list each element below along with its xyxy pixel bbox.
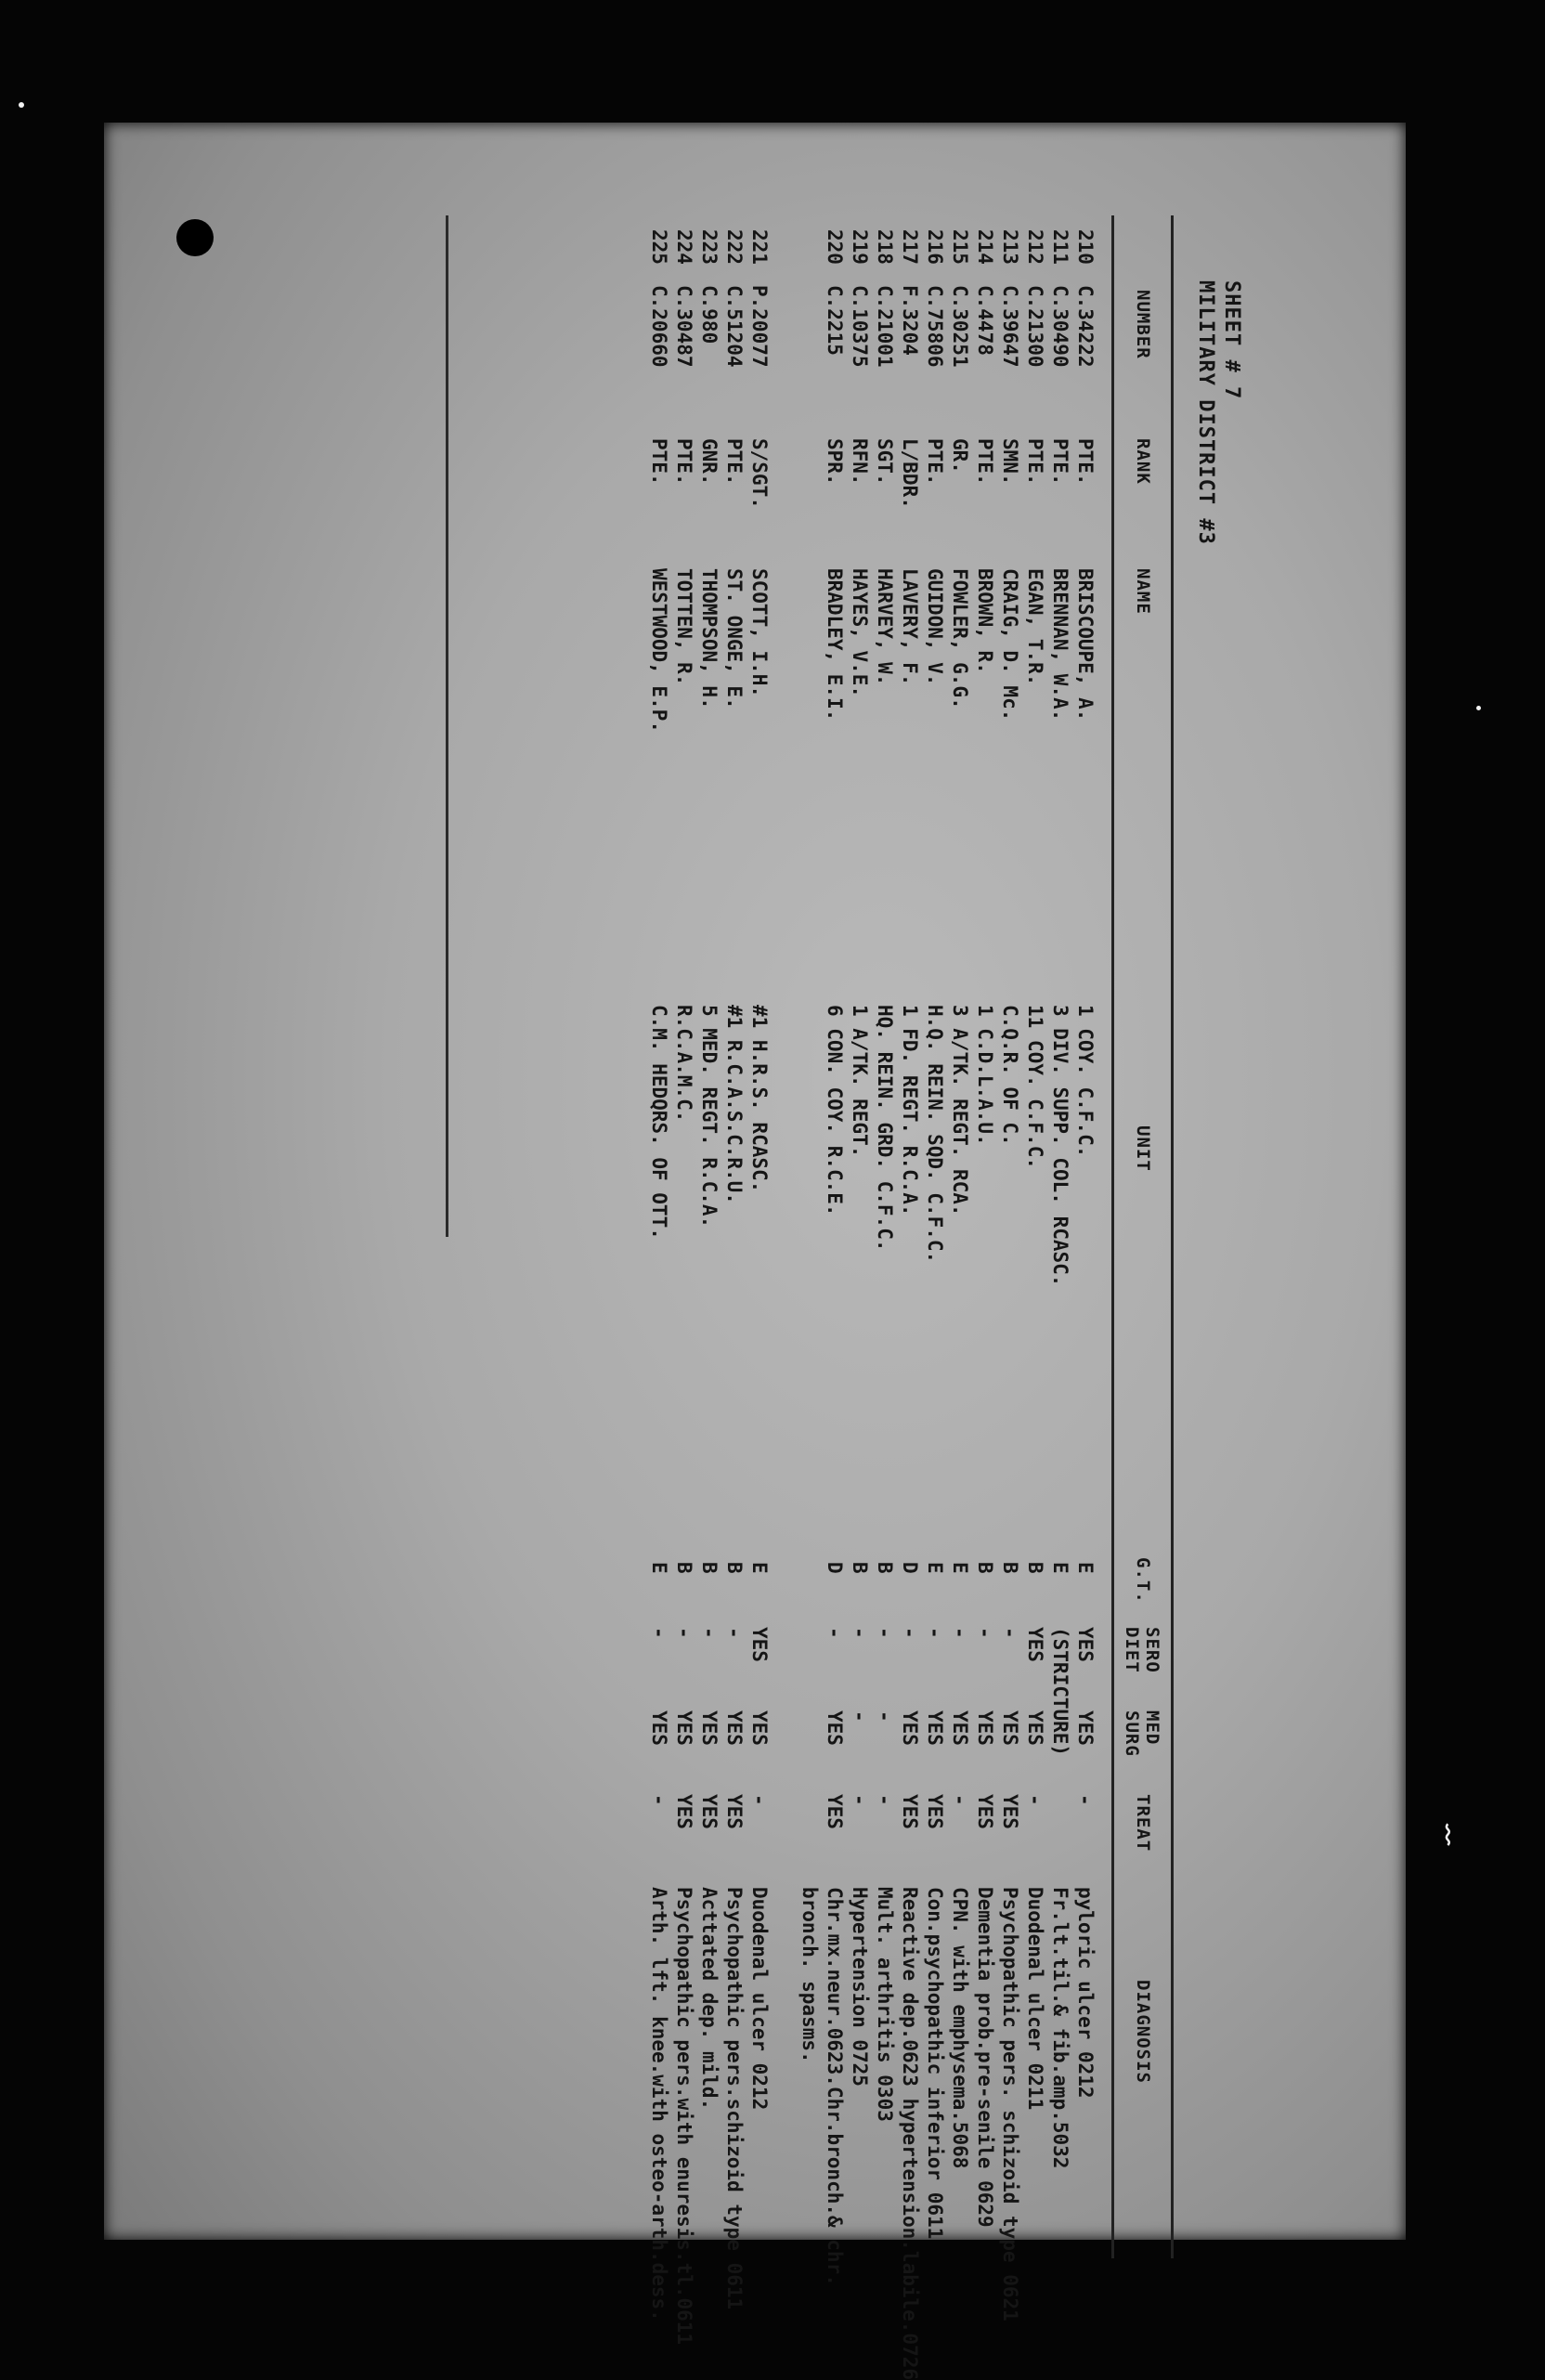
cell-med: YES	[1074, 1710, 1097, 1746]
cell-sero: -	[673, 1627, 695, 1639]
col-header-med-line1: MED	[1142, 1710, 1162, 1746]
cell-rx: -	[874, 1794, 896, 1806]
cell-sero: -	[723, 1627, 746, 1639]
cell-number: F.3204	[899, 285, 921, 356]
table-row	[997, 215, 1022, 2321]
cell-unit: #1 R.C.A.S.C.R.U.	[723, 1005, 746, 1204]
cell-rank: PTE.	[723, 438, 746, 486]
table-row	[747, 215, 772, 2258]
cell-med: -	[874, 1710, 896, 1723]
cell-num: 223	[698, 229, 721, 265]
col-header-sero-line1: SERO	[1142, 1627, 1162, 1673]
cell-unit: C.M. HEDQRS. OF OTT.	[648, 1005, 670, 1240]
cell-num: 220	[824, 229, 846, 265]
cell-diagnosis: Chr.mx.neur.0623.Chr.bronch.& chr.	[824, 1887, 846, 2286]
strike-through-line	[446, 215, 448, 1237]
cell-unit: 1 FD. REGT. R.C.A.	[899, 1005, 921, 1216]
cell-diagnosis: Duodenal ulcer 0212	[748, 1887, 771, 2111]
cell-med: YES	[648, 1710, 670, 1746]
col-header-number: NUMBER	[1133, 290, 1153, 359]
cell-gt: E	[648, 1562, 670, 1574]
cell-sero: -	[849, 1627, 871, 1639]
cell-sero: YES	[1074, 1627, 1097, 1662]
cell-name: BRENNAN, W.A.	[1049, 568, 1071, 722]
cell-diagnosis: Mult. arthritis 0303	[874, 1887, 896, 2122]
cell-number: C.4478	[974, 285, 996, 356]
cell-unit: C.Q.R. OF C.	[999, 1005, 1021, 1146]
cell-rank: PTE.	[974, 438, 996, 486]
cell-num: 218	[874, 229, 896, 265]
header-rule-top	[1171, 215, 1174, 2258]
cell-gt: B	[698, 1562, 721, 1574]
header-rule-bottom	[1111, 215, 1114, 2258]
col-header-sero-line2: DIET	[1122, 1627, 1142, 1673]
cell-rank: PTE.	[648, 438, 670, 486]
cell-rank: SGT.	[874, 438, 896, 486]
table-row	[872, 215, 897, 2258]
cell-sero: -	[924, 1627, 946, 1639]
cell-gt: D	[824, 1562, 846, 1574]
cell-rank: PTE.	[924, 438, 946, 486]
cell-gt: B	[874, 1562, 896, 1574]
cell-diagnosis: bronch. spasms.	[798, 1887, 821, 2063]
cell-num: 214	[974, 229, 996, 265]
col-header-sero	[1122, 1627, 1162, 1673]
cell-number: C.2215	[824, 285, 846, 356]
cell-num: 225	[648, 229, 670, 265]
cell-rx: YES	[673, 1794, 695, 1829]
cell-gt: B	[974, 1562, 996, 1574]
cell-rank: GNR.	[698, 438, 721, 486]
cell-med: -	[849, 1710, 871, 1723]
cell-rank: L/BDR.	[899, 438, 921, 509]
cell-rx: -	[748, 1794, 771, 1806]
cell-unit: 3 A/TK. REGT. RCA.	[949, 1005, 971, 1216]
cell-num: 224	[673, 229, 695, 265]
cell-number: C.10375	[849, 285, 871, 368]
cell-name: HAYES, V.E.	[849, 568, 871, 698]
cell-diagnosis: Psychopathic pers.schizoid type 0611	[723, 1887, 746, 2310]
cell-med: YES	[723, 1710, 746, 1746]
cell-name: LAVERY, F.	[899, 568, 921, 686]
sheet-number: SHEET # 7	[1220, 280, 1243, 400]
cell-name: FOWLER, G.G.	[949, 568, 971, 709]
col-header-unit: UNIT	[1133, 1125, 1153, 1172]
cell-gt: B	[673, 1562, 695, 1574]
cell-sero: -	[874, 1627, 896, 1639]
cell-med: YES	[924, 1710, 946, 1746]
cell-num: 215	[949, 229, 971, 265]
cell-number: C.21001	[874, 285, 896, 368]
cell-num: 222	[723, 229, 746, 265]
cell-rank: SPR.	[824, 438, 846, 486]
cell-sero: -	[974, 1627, 996, 1639]
col-header-treat: TREAT	[1133, 1794, 1153, 1853]
cell-diagnosis: CPN. with emphysema.5068	[949, 1887, 971, 2169]
cell-num: 210	[1074, 229, 1097, 265]
table-row	[972, 215, 997, 2258]
cell-sero: (STRICTURE)	[1049, 1627, 1071, 1757]
cell-rx: -	[949, 1794, 971, 1806]
cell-unit: 11 COY. C.F.C.	[1024, 1005, 1046, 1170]
film-scratch-mark: ⌇	[1441, 1820, 1455, 1853]
col-header-name: NAME	[1133, 568, 1153, 615]
table-row	[822, 215, 847, 2286]
cell-sero: YES	[748, 1627, 771, 1662]
cell-rx: -	[648, 1794, 670, 1806]
cell-rx: -	[1074, 1794, 1097, 1806]
cell-rx: -	[1024, 1794, 1046, 1806]
sheet-header	[1192, 280, 1244, 545]
cell-med: YES	[949, 1710, 971, 1746]
cell-rx: YES	[824, 1794, 846, 1829]
cell-med: YES	[673, 1710, 695, 1746]
cell-gt: B	[849, 1562, 871, 1574]
cell-name: HARVEY, W.	[874, 568, 896, 686]
table-row	[646, 215, 671, 2321]
table-row	[922, 215, 947, 2258]
cell-gt: E	[1074, 1562, 1097, 1574]
rotated-page-content	[56, 215, 1263, 2380]
cell-unit: HQ. REIN. GRD. C.F.C.	[874, 1005, 896, 1252]
cell-name: ST. ONGE, E.	[723, 568, 746, 709]
cell-num: 213	[999, 229, 1021, 265]
cell-rx: YES	[924, 1794, 946, 1829]
cell-unit: 1 A/TK. REGT.	[849, 1005, 871, 1158]
cell-gt: D	[899, 1562, 921, 1574]
table-row	[696, 215, 721, 2258]
cell-number: C.75806	[924, 285, 946, 368]
cell-rx: YES	[723, 1794, 746, 1829]
cell-gt: E	[949, 1562, 971, 1574]
cell-diagnosis: Hypertension 0725	[849, 1887, 871, 2087]
cell-number: C.21300	[1024, 285, 1046, 368]
cell-med: YES	[1024, 1710, 1046, 1746]
cell-diagnosis: pyloric ulcer 0212	[1074, 1887, 1097, 2099]
cell-number: C.30251	[949, 285, 971, 368]
cell-rank: RFN.	[849, 438, 871, 486]
cell-rx: YES	[899, 1794, 921, 1829]
cell-unit: 1 COY. C.F.C.	[1074, 1005, 1097, 1158]
cell-diagnosis: Arth. lft. knee.with osteo-arth.dess.	[648, 1887, 670, 2321]
cell-unit: #1 H.R.S. RCASC.	[748, 1005, 771, 1193]
cell-diagnosis: Dementia prob.pre-senile 0629	[974, 1887, 996, 2228]
film-speck	[19, 102, 24, 108]
cell-number: C.20660	[648, 285, 670, 368]
cell-med: YES	[999, 1710, 1021, 1746]
cell-rx: YES	[999, 1794, 1021, 1829]
col-header-gt: G.T.	[1133, 1557, 1153, 1604]
cell-diagnosis: Psychopathic pers.with enuresis.tl.0611	[673, 1887, 695, 2346]
cell-med: YES	[748, 1710, 771, 1746]
cell-sero: -	[949, 1627, 971, 1639]
table-row	[847, 215, 872, 2258]
cell-number: C.34222	[1074, 285, 1097, 368]
cell-number: C.980	[698, 285, 721, 345]
table-row	[1047, 215, 1072, 2258]
cell-sero: -	[698, 1627, 721, 1639]
cell-med: YES	[899, 1710, 921, 1746]
cell-name: BROWN, R.	[974, 568, 996, 674]
table-row	[897, 215, 922, 2380]
col-header-rank: RANK	[1133, 438, 1153, 485]
district-label: MILITARY DISTRICT #3	[1194, 280, 1217, 545]
cell-sero: -	[999, 1627, 1021, 1639]
cell-rx: YES	[698, 1794, 721, 1829]
film-speck	[1476, 706, 1481, 710]
cell-number: C.39647	[999, 285, 1021, 368]
cell-number: C.30487	[673, 285, 695, 368]
cell-sero: -	[648, 1627, 670, 1639]
cell-rank: PTE.	[673, 438, 695, 486]
cell-diagnosis: Reactive dep.0623 hypertension.labile.0726	[899, 1887, 921, 2380]
cell-diagnosis: Duodenal ulcer 0211	[1024, 1887, 1046, 2111]
cell-name: EGAN, T.R.	[1024, 568, 1046, 686]
cell-gt: B	[1024, 1562, 1046, 1574]
cell-gt: E	[748, 1562, 771, 1574]
cell-num: 212	[1024, 229, 1046, 265]
cell-med: YES	[824, 1710, 846, 1746]
cell-unit: 3 DIV. SUPP. COL. RCASC.	[1049, 1005, 1071, 1287]
cell-unit: H.Q. REIN. SQD. C.F.C.	[924, 1005, 946, 1264]
cell-rank: GR.	[949, 438, 971, 474]
cell-sero: -	[899, 1627, 921, 1639]
cell-diagnosis: Fr.lt.til.& fib.amp.5032	[1049, 1887, 1071, 2169]
cell-num: 216	[924, 229, 946, 265]
cell-name: GUIDON, V.	[924, 568, 946, 686]
cell-name: SCOTT, I.H.	[748, 568, 771, 698]
cell-rank: PTE.	[1049, 438, 1071, 486]
cell-gt: B	[723, 1562, 746, 1574]
cell-gt: B	[999, 1562, 1021, 1574]
cell-name: CRAIG, D. Mc.	[999, 568, 1021, 722]
col-header-med	[1122, 1710, 1162, 1757]
cell-diagnosis: Acttated dep. mild.	[698, 1887, 721, 2111]
cell-rank: S/SGT.	[748, 438, 771, 509]
cell-diagnosis: Con.psychopathic inferior 0611	[924, 1887, 946, 2240]
cell-number: C.51204	[723, 285, 746, 368]
cell-name: TOTTEN, R.	[673, 568, 695, 686]
col-header-diagnosis: DIAGNOSIS	[1133, 1980, 1153, 2084]
cell-name: BRADLEY, E.I.	[824, 568, 846, 722]
cell-num: 211	[1049, 229, 1071, 265]
cell-num: 219	[849, 229, 871, 265]
table-row	[721, 215, 747, 2310]
cell-med: YES	[698, 1710, 721, 1746]
cell-med: YES	[974, 1710, 996, 1746]
cell-unit: 6 CON. COY. R.C.E.	[824, 1005, 846, 1216]
cell-unit: R.C.A.M.C.	[673, 1005, 695, 1123]
cell-rank: PTE.	[1024, 438, 1046, 486]
table-row	[671, 215, 696, 2346]
cell-rx: -	[849, 1794, 871, 1806]
cell-unit: 5 MED. REGT. R.C.A.	[698, 1005, 721, 1229]
cell-name: WESTWOOD, E.P.	[648, 568, 670, 734]
table-row	[1022, 215, 1047, 2258]
cell-number: P.20077	[748, 285, 771, 368]
cell-gt: E	[1049, 1562, 1071, 1574]
table-row	[1072, 215, 1097, 2258]
cell-diagnosis: Psychopathic pers. schizoid type 0621	[999, 1887, 1021, 2321]
cell-name: BRISCOUPE, A.	[1074, 568, 1097, 722]
cell-unit: 1 C.D.L.A.U.	[974, 1005, 996, 1146]
col-header-med-line2: SURG	[1122, 1710, 1142, 1757]
cell-number: C.30490	[1049, 285, 1071, 368]
cell-sero: -	[824, 1627, 846, 1639]
table-row	[947, 215, 972, 2258]
cell-gt: E	[924, 1562, 946, 1574]
cell-name: THOMPSON, H.	[698, 568, 721, 709]
cell-rank: SMN.	[999, 438, 1021, 486]
cell-num: 221	[748, 229, 771, 265]
cell-rx: YES	[974, 1794, 996, 1829]
cell-sero: YES	[1024, 1627, 1046, 1662]
table-row	[797, 215, 822, 2258]
cell-rank: PTE.	[1074, 438, 1097, 486]
cell-num: 217	[899, 229, 921, 265]
